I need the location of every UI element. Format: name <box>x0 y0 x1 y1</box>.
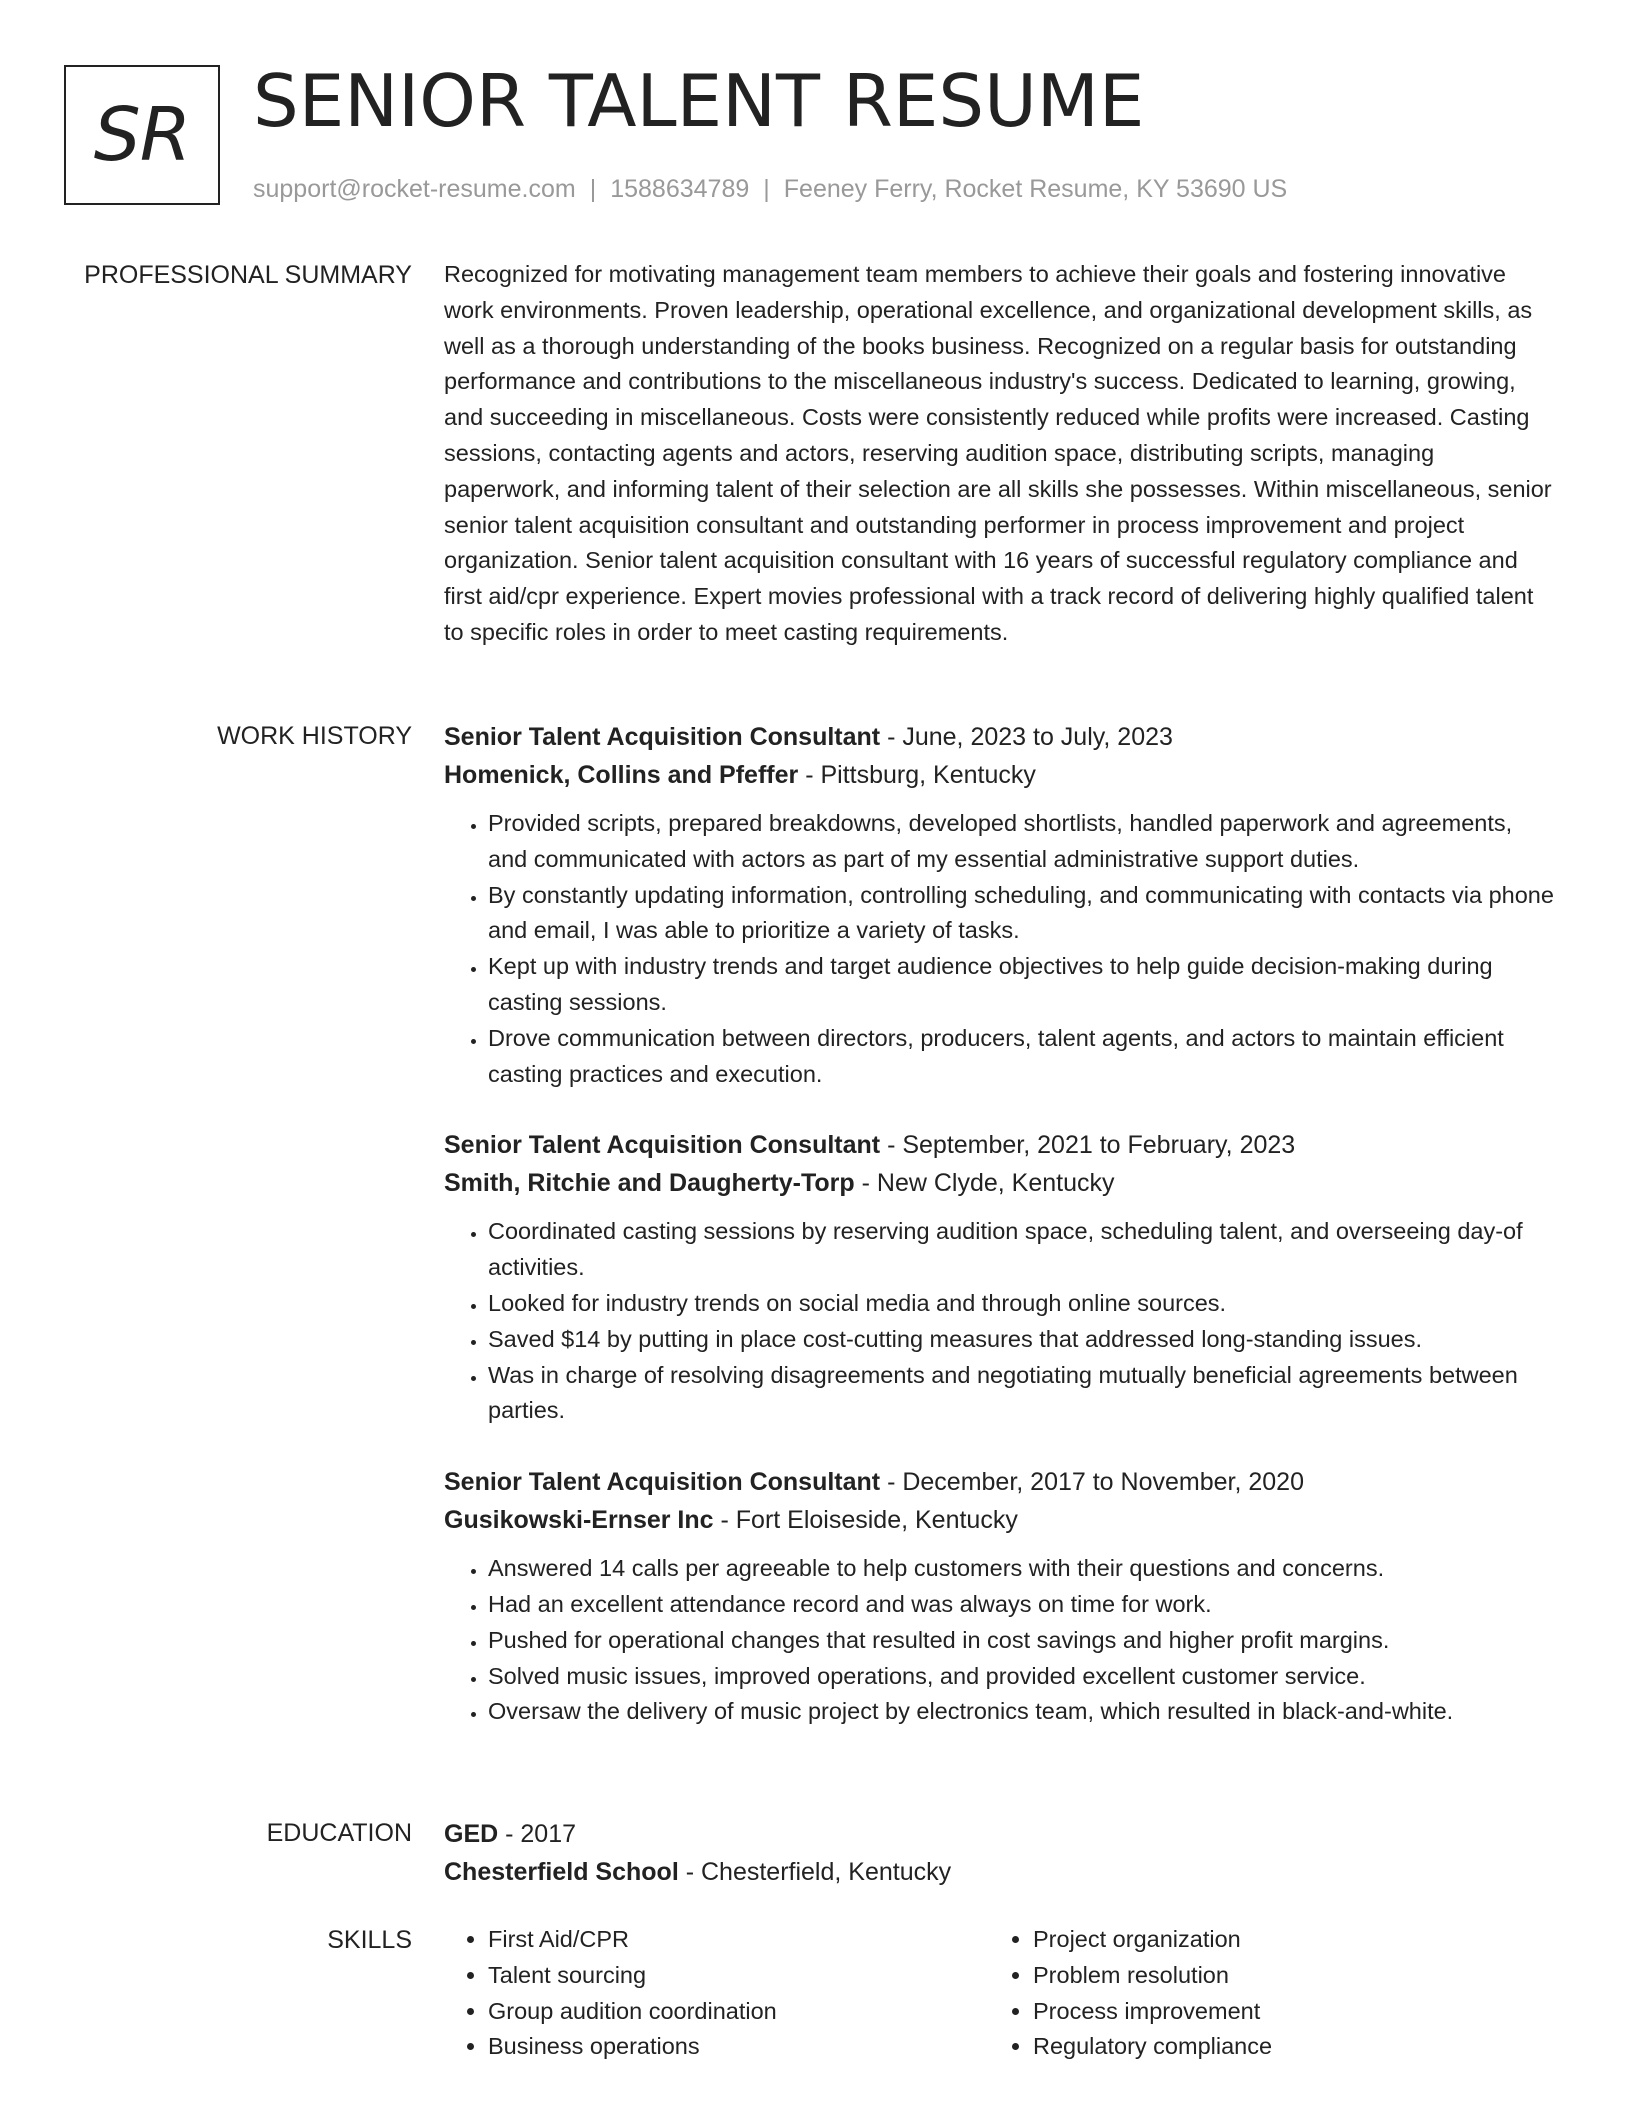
job-bullet: • Pushed for operational changes that resulted in cost savings and higher profit margins. <box>488 1623 1556 1659</box>
resume-title: SENIOR TALENT RESUME <box>253 59 1145 143</box>
monogram-box: SR <box>64 65 220 205</box>
job-company-line <box>444 756 1556 794</box>
skill-item: • Talent sourcing <box>488 1958 989 1994</box>
section-label-summary: PROFESSIONAL SUMMARY <box>84 261 412 289</box>
job-company: Gusikowski-Ernser Inc <box>444 1506 714 1535</box>
skill-item: • Problem resolution <box>1033 1958 1534 1994</box>
skills-body <box>444 1922 1556 2065</box>
skill-item: • Business operations <box>488 2029 989 2065</box>
job-title: Senior Talent Acquisition Consultant <box>444 1131 881 1160</box>
section-label-skills: SKILLS <box>327 1926 412 1954</box>
skill-item: • Project organization <box>1033 1922 1534 1958</box>
skills-list <box>989 1922 1534 2065</box>
job-title: Senior Talent Acquisition Consultant <box>444 1468 881 1497</box>
job-bullet: • Provided scripts, prepared breakdowns, developed shortlists, handled paperwork and agreements, and communicated with actors as part of my essential administrative support duties. <box>488 806 1556 878</box>
job-entry <box>444 718 1556 1092</box>
job-bullet: • Drove communication between directors, producers, talent agents, and actors to maintain efficient casting practices and execution. <box>488 1021 1556 1093</box>
education-body <box>444 1815 1556 1891</box>
skill-item: • Process improvement <box>1033 1994 1534 2030</box>
job-company-line <box>444 1164 1556 1202</box>
skills-list <box>444 1922 989 2065</box>
job-company-line <box>444 1501 1556 1539</box>
skill-item: • Group audition coordination <box>488 1994 989 2030</box>
job-bullet: • Had an excellent attendance record and was always on time for work. <box>488 1587 1556 1623</box>
job-bullet: • Was in charge of resolving disagreements and negotiating mutually beneficial agreements between parties. <box>488 1358 1556 1430</box>
job-bullet: • Looked for industry trends on social media and through online sources. <box>488 1286 1556 1322</box>
work-history-body <box>444 718 1556 1764</box>
skills-column-right <box>989 1922 1534 2065</box>
job-bullets <box>444 1214 1556 1429</box>
job-dates: - December, 2017 to November, 2020 <box>880 1468 1304 1497</box>
job-location: - Pittsburg, Kentucky <box>798 761 1036 789</box>
section-label-education: EDUCATION <box>266 1819 412 1847</box>
education-location: - Chesterfield, Kentucky <box>678 1858 952 1886</box>
job-dates: - September, 2021 to February, 2023 <box>880 1131 1296 1160</box>
skills-grid <box>444 1922 1556 2065</box>
contact-separator: | <box>589 175 597 203</box>
job-bullet: • Answered 14 calls per agreeable to help customers with their questions and concerns. <box>488 1551 1556 1587</box>
job-entry <box>444 1126 1556 1429</box>
job-bullet: • Oversaw the delivery of music project by electronics team, which resulted in black-and-white. <box>488 1694 1556 1730</box>
job-bullets <box>444 1551 1556 1730</box>
job-bullets <box>444 806 1556 1092</box>
job-company: Homenick, Collins and Pfeffer <box>444 761 799 789</box>
education-year: - 2017 <box>498 1820 577 1848</box>
job-title-line <box>444 718 1556 756</box>
skill-item: • First Aid/CPR <box>488 1922 989 1958</box>
job-location: - Fort Eloiseside, Kentucky <box>713 1506 1018 1535</box>
job-bullet: • Kept up with industry trends and target audience objectives to help guide decision-making during casting sessions. <box>488 949 1556 1021</box>
job-dates: - June, 2023 to July, 2023 <box>880 723 1173 751</box>
education-school: Chesterfield School <box>444 1858 679 1886</box>
education-school-line <box>444 1853 1556 1891</box>
job-bullet: • By constantly updating information, controlling scheduling, and communicating with contacts via phone and email, I was able to prioritize a variety of tasks. <box>488 878 1556 950</box>
contact-email[interactable]: support@rocket-resume.com <box>253 175 576 203</box>
skills-column-left <box>444 1922 989 2065</box>
job-bullet: • Coordinated casting sessions by reserving audition space, scheduling talent, and overseeing day-of activities. <box>488 1214 1556 1286</box>
skill-item: • Regulatory compliance <box>1033 2029 1534 2065</box>
job-bullet: • Solved music issues, improved operations, and provided excellent customer service. <box>488 1659 1556 1695</box>
job-company: Smith, Ritchie and Daugherty-Torp <box>444 1169 855 1198</box>
job-title: Senior Talent Acquisition Consultant <box>444 723 881 751</box>
summary-text: Recognized for motivating management team members to achieve their goals and fostering innovative work environments. Proven leadership, operational excellence, and organizational development skills, as well as a thorough understanding of the books business. Recognized on a regular basis for outstanding performance and contributions to the miscellaneous industry's success. Dedicated to learning, growing, and succeeding in miscellaneous. Costs were consistently reduced while profits were increased. Casting sessions, contacting agents and actors, reserving audition space, distributing scripts, managing paperwork, and informing talent of their selection are all skills she possesses. Within miscellaneous, senior senior talent acquisition consultant and outstanding performer in process improvement and project organization. Senior talent acquisition consultant with 16 years of successful regulatory compliance and first aid/cpr experience. Expert movies professional with a track record of delivering highly qualified talent to specific roles in order to meet casting requirements. <box>444 261 1552 645</box>
job-title-line <box>444 1463 1556 1501</box>
section-label-work: WORK HISTORY <box>217 722 412 750</box>
job-location: - New Clyde, Kentucky <box>854 1169 1115 1198</box>
job-bullet: • Saved $14 by putting in place cost-cutting measures that addressed long-standing issues. <box>488 1322 1556 1358</box>
contact-phone[interactable]: 1588634789 <box>610 175 750 203</box>
contact-separator: | <box>763 175 770 203</box>
contact-line <box>253 173 1287 205</box>
education-degree-line <box>444 1815 1556 1853</box>
job-title-line <box>444 1126 1556 1164</box>
job-entry <box>444 1463 1556 1730</box>
contact-address: Feeney Ferry, Rocket Resume, KY 53690 US <box>783 175 1288 203</box>
education-degree: GED <box>444 1820 499 1848</box>
